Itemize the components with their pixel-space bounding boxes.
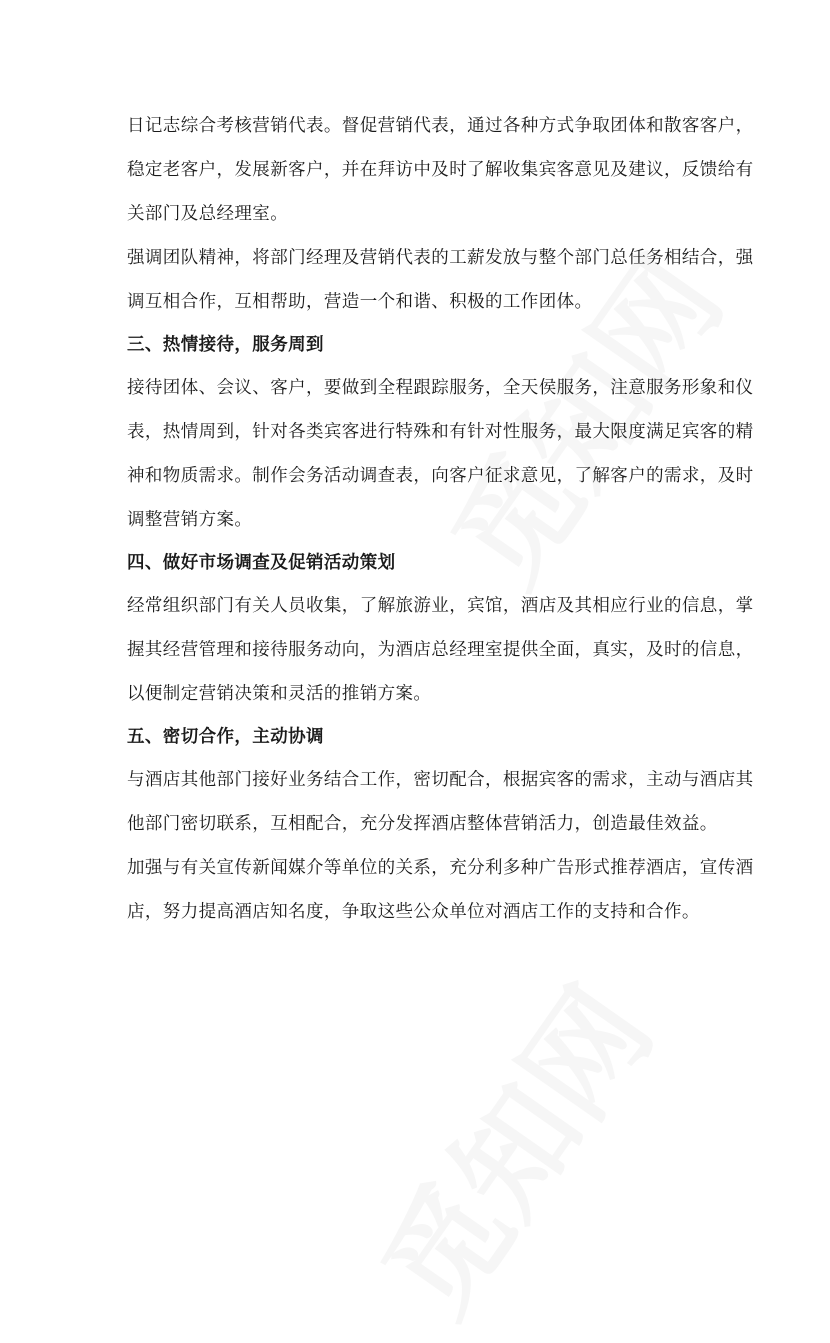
watermark [336, 949, 683, 1343]
section-heading [127, 324, 717, 366]
text-line: 与酒店其他部门接好业务结合工作，密切配合，根据宾客的需求，主动与酒店其 [127, 770, 754, 790]
text-line: 三、热情接待，服务周到 [127, 335, 324, 355]
paragraph [127, 236, 754, 324]
text-line: 调整营销方案。 [127, 510, 253, 530]
text-line: 店，努力提高酒店知名度，争取这些公众单位对酒店工作的支持和合作。 [127, 902, 700, 922]
text-line: 表，热情周到，针对各类宾客进行特殊和有针对性服务，最大限度满足宾客的精 [127, 422, 754, 442]
paragraph [127, 758, 754, 846]
text-line: 稳定老客户，发展新客户，并在拜访中及时了解收集宾客意见及建议，反馈给有 [127, 160, 754, 180]
text-line: 接待团体、会议、客户，要做到全程跟踪服务，全天侯服务，注意服务形象和仪 [127, 378, 754, 398]
paragraph [127, 104, 754, 236]
text-line: 调互相合作，互相帮助，营造一个和谐、积极的工作团体。 [127, 292, 593, 312]
text-line: 以便制定营销决策和灵活的推销方案。 [127, 684, 432, 704]
paragraph [127, 846, 754, 934]
text-line: 握其经营管理和接待服务动向，为酒店总经理室提供全面，真实，及时的信息， [127, 640, 754, 660]
section-heading [127, 542, 717, 584]
text-line: 神和物质需求。制作会务活动调查表，向客户征求意见，了解客户的需求，及时 [127, 466, 754, 486]
paragraph [127, 584, 754, 716]
document-page [127, 104, 754, 934]
text-line: 四、做好市场调查及促销活动策划 [127, 553, 396, 573]
text-line: 加强与有关宣传新闻媒介等单位的关系，充分利多种广告形式推荐酒店，宣传酒 [127, 858, 754, 878]
paragraph [127, 366, 754, 542]
text-line: 五、密切合作，主动协调 [127, 727, 324, 747]
section-heading [127, 716, 717, 758]
text-line: 强调团队精神，将部门经理及营销代表的工薪发放与整个部门总任务相结合，强 [127, 248, 754, 268]
text-line: 他部门密切联系，互相配合，充分发挥酒店整体营销活力，创造最佳效益。 [127, 814, 718, 834]
text-line: 日记志综合考核营销代表。督促营销代表，通过各种方式争取团体和散客客户， [127, 116, 754, 136]
text-line: 关部门及总经理室。 [127, 204, 289, 224]
text-line: 经常组织部门有关人员收集，了解旅游业，宾馆，酒店及其相应行业的信息，掌 [127, 596, 754, 616]
